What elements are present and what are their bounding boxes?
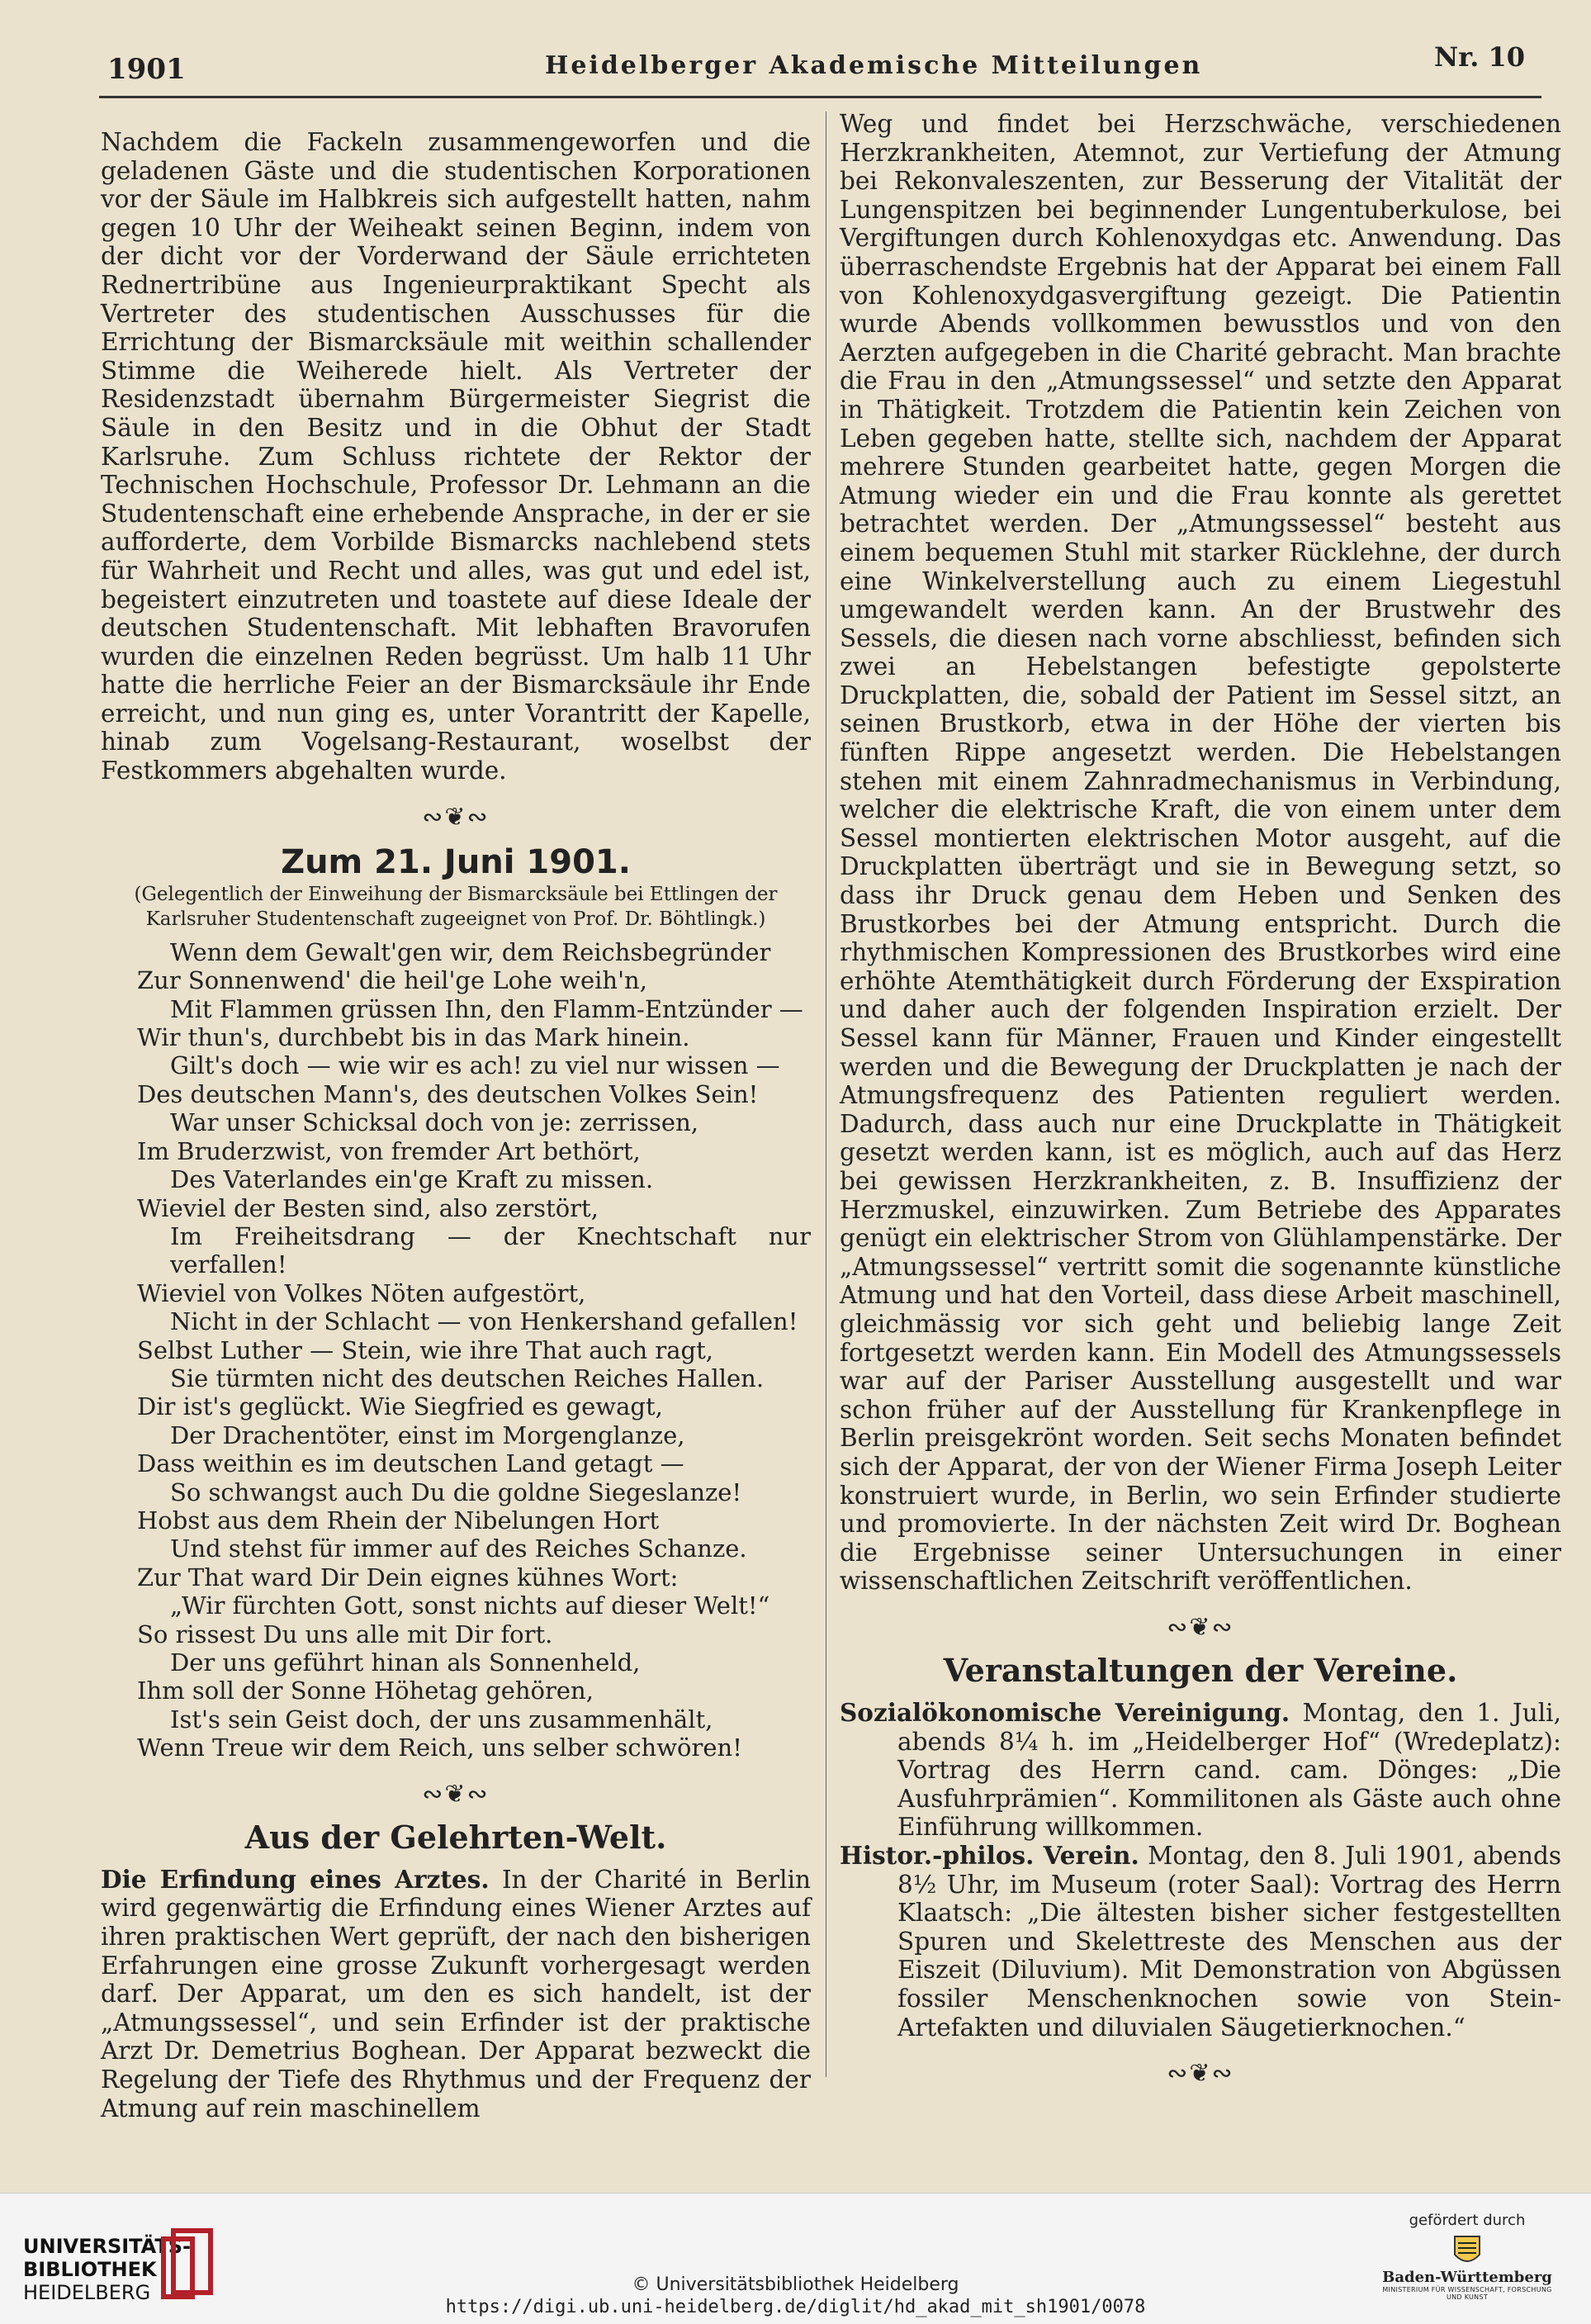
article-text-col2: Weg und findet bei Herzschwäche, verschiedenen Herzkrankheiten, Atemnot, zur Vertiefung der Atmung bei Rekonvaleszenten, zur Besserung der Vitalität der Lungenspitzen bei beginnender Lungentuberkulose, bei Vergiftungen durch Kohlenoxydgas etc. Anwendung. Das überraschendste Ergebnis hat der Apparat bei einem Fall von Kohlenoxydgasvergiftung gezeigt. Die Patientin wurde Abends vollkommen bewusstlos und von den Aerzten aufgegeben in die Charité gebracht. Man brachte die Frau in den „Atmungssessel“ und setzte den Apparat in Thätigkeit. Trotzdem die Patientin kein Zeichen von Leben gegeben hatte, stellte sich, nachdem der Apparat mehrere Stunden gearbeitet hatte, gegen Morgen die Atmung wieder ein und die Frau konnte als gerettet betrachtet werden. Der „Atmungssessel“ besteht aus einem bequemen Stuhl mit starker Rücklehne, der durch eine Winkelverstellung auch zu einem Liegestuhl umgewandelt werden kann. An der Brustwehr des Sessels, die diesen nach vorne abschliesst, befinden sich zwei an Hebelstangen befestigte gepolsterte Druckplatten, die, sobald der Patient im Sessel sitzt, an seinen Brustkorb, etwa in der Höhe der vierten bis fünften Rippe angesetzt werden. Die Hebelstangen stehen mit einem Zahnradmechanismus in Verbindung, welcher die elektrische Kraft, die von einem unter dem Sessel montierten elektrischen Motor ausgeht, auf die Druckplatten überträgt und sie in Bewegung setzt, so dass ihr Druck genau dem Heben und Senken des Brustkorbes bei der Atmung entspricht. Durch die rhythmischen Kompressionen des Brustkorbes wird eine erhöhte Atemthätigkeit durch Förderung der Exspiration und daher auch der folgenden Inspiration erzielt. Der Sessel kann für Männer, Frauen und Kinder eingestellt werden und die Bewegung der Druckplatten je nach der Atmungsfrequenz des Patienten reguliert werden. Dadurch, dass auch nur eine Druckplatte in Thätigkeit gesetzt werden kann, ist es möglich, auch auf das Herz bei gewissen Herzkrankheiten, z. B. Insuffizienz der Herzmuskel, einzuwirken. Zum Betriebe des Apparates genügt ein elektrischer Strom von Glühlampenstärke. Der „Atmungssessel“ vertritt somit die sogenannte künstliche Atmung und hat den Vorteil, dass diese Arbeit maschinell, gleichmässig vor sich geht und beliebig lange Zeit fortgesetzt werden kann. Ein Modell des Atmungssessels war auf der Pariser Ausstellung ausgestellt und war schon früher auf der Ausstellung für Krankenpflege in Berlin preisgekrönt worden. Seit sechs Monaten befindet sich der Apparat, der von der Wiener Firma Joseph Leiter konstruiert wurde, in Berlin, wo sein Erfinder studierte und promovierte. In der nächsten Zeit wird Dr. Boghean die Ergebnisse seiner Untersuchungen in einer wissenschaftlichen Zeitschrift veröffentlichen. xyxy=(840,110,1561,1596)
poem-line: Im Freiheitsdrang — der Knechtschaft nur verfallen! xyxy=(170,1221,811,1279)
left-column xyxy=(101,128,811,2122)
article-text-col1: In der Charité in Berlin wird gegenwärtig die Erfindung eines Wiener Arztes auf ihren praktischen Wert geprüft, der nach den bisherigen Erfahrungen eine grosse Zukunft vorhergesagt werden darf. Der Apparat, um den es sich handelt, ist der „Atmungssessel“, und sein Erfinder ist der praktische Arzt Dr. Demetrius Boghean. Der Apparat bezweckt die Regelung der Tiefe des Rhythmus und der Frequenz der Atmung auf rein maschinellem xyxy=(101,1865,811,2122)
footer-bar xyxy=(0,2193,1591,2324)
poem-line: Und stehst für immer auf des Reiches Schanze. xyxy=(170,1534,747,1563)
library-name-line: HEIDELBERG xyxy=(23,2281,151,2304)
article-erfindung xyxy=(101,1866,811,2122)
poem-line: Wieviel von Volkes Nöten aufgestört, xyxy=(137,1278,586,1307)
poem-line: Selbst Luther — Stein, wie ihre That auch ragt, xyxy=(137,1335,713,1364)
poem-line: So rissest Du uns alle mit Dir fort. xyxy=(137,1620,553,1648)
bismarck-ceremony-text: Nachdem die Fackeln zusammengeworfen und die geladenen Gäste und die studentischen Korporationen vor der Säule im Halbkreis sich aufgestellt hatten, nahm gegen 10 Uhr der Weiheakt seinen Beginn, indem von der dicht vor der Vorderwand der Säule errichteten Rednertribüne aus Ingenieurpraktikant Specht als Vertreter des studentischen Ausschusses für die Errichtung der Bismarcksäule mit weithin schallender Stimme die Weiherede hielt. Als Vertreter der Residenzstadt übernahm Bürgermeister Siegrist die Säule in den Besitz und in die Obhut der Stadt Karlsruhe. Zum Schluss richtete der Rektor der Technischen Hochschule, Professor Dr. Lehmann an die Studentenschaft eine erhebende Ansprache, in der er sie aufforderte, dem Vorbilde Bismarcks nachlebend stets für Wahrheit und Recht und alles, was gut und edel ist, begeistert einzutreten und toastete auf diese Ideale der deutschen Studentenschaft. Mit lebhaften Bravorufen wurden die einzelnen Reden begrüsst. Um halb 11 Uhr hatte die herrliche Feier an der Bismarcksäule ihr Ende erreicht, und nun ging es, unter Vorantritt der Kapelle, hinab zum Vogelsang-Restaurant, woselbst der Festkommers abgehalten wurde. xyxy=(101,128,811,785)
ornament-divider: ∾❦∾ xyxy=(1167,1612,1234,1642)
poem-line: Wir thun's, durchbebt bis in das Mark hinein. xyxy=(137,1023,690,1052)
event-description: Montag, den 1. Juli, abends 8¼ h. im „Heidelberger Hof“ (Wredeplatz): Vortrag des Herrn cand. cam. Dönges: „Die Ausfuhrprämien“. Kommilitonen als Gäste auch ohne Einführung willkommen. xyxy=(897,1699,1561,1842)
poem-line: Wieviel der Besten sind, also zerstört, xyxy=(137,1193,599,1222)
poem-line: Zur That ward Dir Dein eignes kühnes Wort: xyxy=(137,1563,679,1591)
event-item xyxy=(840,1699,1561,1842)
copyright-text: © Universitätsbibliothek Heidelberg xyxy=(632,2274,959,2295)
poem-line: War unser Schicksal doch von je: zerrissen, xyxy=(170,1108,698,1137)
state-name: Baden-Württemberg xyxy=(1382,2269,1552,2286)
poem-line: Des deutschen Mann's, des deutschen Volkes Sein! xyxy=(137,1079,759,1108)
header-year: 1901 xyxy=(107,53,186,86)
poem-line: Im Bruderzwist, von fremder Art bethört, xyxy=(137,1136,641,1165)
ornament-divider: ∾❦∾ xyxy=(422,802,490,832)
poem-subtitle: (Gelegentlich der Einweihung der Bismarcksäule bei Ettlingen der Karlsruher Studentenschaft zugeeignet von Prof. Dr. Böhtlingk.) xyxy=(134,883,778,930)
poem-line: So schwangst auch Du die goldne Siegeslanze! xyxy=(170,1477,742,1506)
section-title-gelehrte: Aus der Gelehrten-Welt. xyxy=(244,1819,667,1857)
poem-line: Dir ist's geglückt. Wie Siegfried es gewagt, xyxy=(137,1392,663,1421)
page-url-link[interactable]: https://digi.ub.uni-heidelberg.de/diglit/hd_akad_mit_sh1901/0078 xyxy=(445,2297,1146,2317)
poem-line: Wenn Treue wir dem Reich, uns selber schwören! xyxy=(137,1734,742,1762)
ministry-name: MINISTERIUM FÜR WISSENSCHAFT, FORSCHUNG UND KUNST xyxy=(1382,2286,1552,2301)
header-title: Heidelberger Akademische Mitteilungen xyxy=(545,51,1203,80)
section-title-vereine: Veranstaltungen der Vereine. xyxy=(943,1652,1458,1690)
poem-line: Der Drachentöter, einst im Morgenglanze, xyxy=(170,1420,685,1449)
library-name-line: BIBLIOTHEK xyxy=(23,2258,157,2281)
poem-line: Des Vaterlandes ein'ge Kraft zu missen. xyxy=(170,1165,654,1194)
header-issue-number: Nr. 10 xyxy=(1434,41,1525,73)
poem-line: Ihm soll der Sonne Höhetag gehören, xyxy=(137,1677,594,1705)
poem-body xyxy=(137,938,811,1762)
event-org-name: Histor.-philos. Verein. xyxy=(840,1841,1139,1871)
ornament-divider: ∾❦∾ xyxy=(1167,2059,1234,2089)
poem-line: Sie türmten nicht des deutschen Reiches Hallen. xyxy=(170,1364,765,1392)
poem-line: Der uns geführt hinan als Sonnenheld, xyxy=(170,1648,641,1677)
funded-by-label: gefördert durch xyxy=(1409,2212,1526,2229)
library-name-line: UNIVERSITÄTS- xyxy=(23,2235,192,2258)
funding-block xyxy=(1376,2212,1558,2301)
ornament-divider: ∾❦∾ xyxy=(422,1779,490,1809)
event-description: Montag, den 8. Juli 1901, abends 8½ Uhr, im Museum (roter Saal): Vortrag des Herrn Klaatsch: „Die ältesten bisher sicher festgestellten Spuren und Skelettreste des Menschen aus der Eiszeit (Diluvium). Mit Demonstration von Abgüssen fossiler Menschenknochen sowie von Stein-Artefakten und diluvialen Säugetierknochen.“ xyxy=(897,1842,1561,2042)
poem-line: Mit Flammen grüssen Ihn, den Flamm-Entzünder — xyxy=(170,994,803,1023)
event-item xyxy=(840,1842,1561,2042)
page-header xyxy=(99,31,1541,98)
right-column xyxy=(840,110,1561,2100)
poem-line: Ist's sein Geist doch, der uns zusammenhält, xyxy=(170,1705,713,1734)
article-lead: Die Erfindung eines Arztes. xyxy=(101,1864,490,1894)
poem-line: Hobst aus dem Rhein der Nibelungen Hort xyxy=(137,1506,660,1534)
state-crest-icon xyxy=(1447,2233,1488,2269)
poem-title: Zum 21. Juni 1901. xyxy=(281,843,631,882)
poem-line: Dass weithin es im deutschen Land getagt — xyxy=(137,1449,684,1478)
poem-line: Gilt's doch — wie wir es ach! zu viel nur wissen — xyxy=(170,1051,780,1080)
poem-line: Wenn dem Gewalt'gen wir, dem Reichsbegründer xyxy=(170,937,771,966)
event-org-name: Sozialökonomische Vereinigung. xyxy=(840,1698,1290,1728)
poem-line: Zur Sonnenwend' die heil'ge Lohe weih'n, xyxy=(137,966,647,995)
poem-line: „Wir fürchten Gott, sonst nichts auf dieser Welt!“ xyxy=(170,1591,770,1620)
poem-line: Nicht in der Schlacht — von Henkershand gefallen! xyxy=(170,1307,798,1336)
